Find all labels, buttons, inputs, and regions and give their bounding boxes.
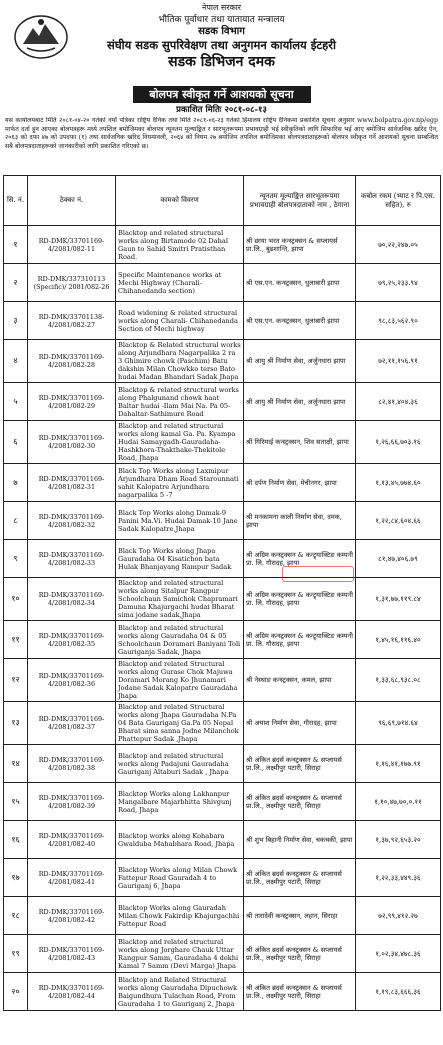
cell-bidder: श्री अग्रिम कन्स्ट्रक्सन & कन्ट्र्याक्टिङ कम्पनी प्रा. लि. गौरादह, झापा: [244, 578, 356, 621]
table-row: [4, 578, 441, 621]
cell-bidder: श्री एस.एन. कन्स्ट्रक्सन, धुलाबारी झापा: [244, 264, 356, 302]
table-row: [4, 464, 441, 502]
cell-bidder: श्री छाया भरत कन्स्ट्रक्सन & सप्लायर्स प्रा.लि., बुढशान्ति, झापा: [244, 226, 356, 264]
cell-sn: १२: [4, 659, 28, 702]
cell-contract-no: RD-DMK/337310113 (Specific)/ 2081/082-26: [28, 264, 116, 302]
nepal-emblem-icon: [13, 14, 69, 60]
cell-description: Blacktop & Related structural works along Arjundhara Nagarpalika 2 ra 3 Ghimire chowk (Paschim) Batu dakshin Milan Chowkko terso Bato hudai Madan Bhandari Sadak Jhapa: [116, 340, 244, 383]
cell-amount: १,२२,८४,६०४.६६: [356, 502, 441, 540]
cell-description: Blacktop and related structural works along Birtamode 02 Dahal Gaun to Sahid Smitri Pratisthan Road.: [116, 226, 244, 264]
table-row: [4, 935, 441, 973]
cell-amount: ८१,४७,४०६.७९: [356, 540, 441, 578]
cell-contract-no: RD-DMK/33701169-4/2081/082-29: [28, 383, 116, 421]
cell-description: Blacktop and related structural works along Sitalpur Rangpur Schoolchaun Samichok Chapramari Damuna Khajurgachi hudai Bharat sima jodane sadak,Jhapa: [116, 578, 244, 621]
cell-sn: १०: [4, 578, 28, 621]
table-row: [4, 264, 441, 302]
cell-bidder: श्री अयाश निर्माण सेवा, गौरादह, झापा: [244, 702, 356, 745]
table-row: [4, 897, 441, 935]
table-row: [4, 340, 441, 383]
table-row: [4, 502, 441, 540]
ministry-line: भौतिक पूर्वाधार तथा यातायात मन्त्रालय: [158, 15, 285, 25]
cell-amount: ७९,२५,२३३.९४: [356, 264, 441, 302]
cell-contract-no: RD-DMK/33701138-4/2081/082-27: [28, 302, 116, 340]
cell-contract-no: RD-DMK/33701169-4/2081/082-43: [28, 935, 116, 973]
cell-amount: १,४५,१६,११६.४०: [356, 621, 441, 659]
cell-description: Road widening & related structural works along Charali- Chihanedanda Section of Mechi highway: [116, 302, 244, 340]
cell-description: Black Top Works along Jhapa Gauradaha 04 Kisatichon bata Hulak Bhanjayang Rampur Sadak: [116, 540, 244, 578]
cell-description: Blacktop and related structural works along Padajuni Gauradaha Gauriganj Altaburi Sadak , Jhapa: [116, 745, 244, 783]
cell-contract-no: RD-DMK/33701169-4/2081/082-36: [28, 659, 116, 702]
cell-amount: ८२,४१,४०४.३६: [356, 383, 441, 421]
cell-sn: ३: [4, 302, 28, 340]
table-row: [4, 973, 441, 1011]
table-row: [4, 745, 441, 783]
cell-sn: १५: [4, 783, 28, 821]
cell-contract-no: RD-DMK/33701169-4/2081/082-44: [28, 973, 116, 1011]
cell-bidder: श्री आयु श्री निर्माण सेवा, अर्जुनधारा झापा: [244, 340, 356, 383]
letterhead: [3, 0, 440, 84]
cell-sn: २०: [4, 973, 28, 1011]
cell-bidder: श्री मनकामना काली निर्माण सेवा, दमक, झापा: [244, 502, 356, 540]
publish-date: प्रकाशित मितिः २०८१-०८-१३: [176, 105, 267, 115]
cell-amount: १,२६,६६,७०३.१६: [356, 421, 441, 464]
cell-amount: ९६,६९,७१४.६४: [356, 702, 441, 745]
cell-contract-no: RD-DMK/33701169-4/2081/082-40: [28, 821, 116, 859]
cell-sn: २: [4, 264, 28, 302]
col-header-code: ठेक्का नं.: [28, 176, 116, 226]
cell-sn: १७: [4, 859, 28, 897]
cell-sn: ६: [4, 421, 28, 464]
cell-description: Blacktop Works along Milan Chowk Fattepur Road Gauradah 4 to Gauriganj 6, Jhapa: [116, 859, 244, 897]
col-header-desc: कामको विवरण: [116, 176, 244, 226]
table-row: [4, 859, 441, 897]
table-row: [4, 540, 441, 578]
cell-sn: १४: [4, 745, 28, 783]
table-row: [4, 783, 441, 821]
cell-bidder: श्री आयु श्री निर्माण सेवा, अर्जुनधारा झापा: [244, 383, 356, 421]
cell-bidder: श्री अंकित ब्रदर्स कन्स्ट्रक्सन & सप्लायर्स प्रा.लि., लक्ष्मीपुर पटारी, सिराहा: [244, 745, 356, 783]
cell-amount: १,१६,४१,१७७.९१: [356, 745, 441, 783]
cell-bidder: श्री नेस्थाङ कन्स्ट्रक्सन, कमल, झापा: [244, 659, 356, 702]
table-header-row: [4, 176, 441, 226]
award-table: [3, 175, 441, 1011]
cell-amount: ९८,८३,५६२.९०: [356, 302, 441, 340]
cell-bidder: श्री अग्रिम कन्स्ट्रक्सन & कन्ट्र्याक्टिङ कम्पनी प्रा. लि. गौरादह, झापा: [244, 621, 356, 659]
cell-contract-no: RD-DMK/33701169-4/2081/082-28: [28, 340, 116, 383]
cell-amount: ७०,२२,२४७.०५: [356, 226, 441, 264]
cell-sn: १६: [4, 821, 28, 859]
col-header-sn: सि. नं.: [4, 176, 28, 226]
cell-contract-no: RD-DMK/33701169-4/2081/082-37: [28, 702, 116, 745]
cell-sn: १३: [4, 702, 28, 745]
cell-sn: ४: [4, 340, 28, 383]
table-row: [4, 383, 441, 421]
stamp-mark: [282, 566, 354, 582]
cell-bidder: श्री अंकित ब्रदर्स कन्स्ट्रक्सन & सप्लायर्स प्रा.लि., लक्ष्मीपुर पटारी, सिराहा: [244, 935, 356, 973]
cell-description: Blacktop and related Structural works along Jhapa Gauradaha N.Pa 04 Bata Gauriganj Ga.Pa 05 Nepal Bharat sima sanna Jodne Milanchok Phattepur Sadak ,Jhapa: [116, 702, 244, 745]
cell-bidder: श्री दर्पण निर्माण सेवा, मेचीनगर, झापा: [244, 464, 356, 502]
cell-sn: १: [4, 226, 28, 264]
col-header-firm: न्यूनतम मूल्याङ्कित सारभूतरूपमा प्रभावग्राही बोलपत्रदाताको नाम , ठेगाना: [244, 176, 356, 226]
cell-description: Blacktop and Related Structural works along Gauradaha Dipuchowk Baigundhura Tulachan Road, From Gauradaha 1 to Gauriganj 2, Jhapa: [116, 973, 244, 1011]
table-row: [4, 821, 441, 859]
cell-amount: १,२२,३३,४४९.३६: [356, 859, 441, 897]
cell-sn: १८: [4, 897, 28, 935]
cell-amount: ७२,९९,४१२.२७: [356, 897, 441, 935]
cell-description: Black Top Works along Damak-9 Panini Ma.Vi. Hudai Damak-10 Jane Sadak Kalopatre,Jhapa: [116, 502, 244, 540]
cell-bidder: श्री तारादेवी कन्स्ट्रक्सन, लहान, सिराहा: [244, 897, 356, 935]
table-row: [4, 659, 441, 702]
cell-amount: १,१९,८३,६६६.३६: [356, 973, 441, 1011]
cell-contract-no: RD-DMK/33701169-4/2081/082-33: [28, 540, 116, 578]
cell-contract-no: RD-DMK/33701169-4/2081/082-34: [28, 578, 116, 621]
cell-bidder: श्री एस.एन. कन्स्ट्रक्सन, धुलाबारी झापा: [244, 302, 356, 340]
cell-amount: ७२,११,१५६.९१: [356, 340, 441, 383]
cell-bidder: श्री अंकित ब्रदर्स कन्स्ट्रक्सन & सप्लायर्स प्रा.लि., लक्ष्मीपुर पटारी, सिराहा: [244, 783, 356, 821]
cell-contract-no: RD-DMK/33701169-4/2081/082-31: [28, 464, 116, 502]
cell-sn: ८: [4, 502, 28, 540]
cell-amount: १,०२,३४,४७८.३६: [356, 935, 441, 973]
cell-contract-no: RD-DMK/33701169-4/2081/082-32: [28, 502, 116, 540]
cell-bidder: श्री अंकित ब्रदर्स कन्स्ट्रक्सन & सप्लायर्स प्रा.लि., लक्ष्मीपुर पटारी, सिराहा: [244, 859, 356, 897]
notice-title: बोलपत्र स्वीकृत गर्ने आशयको सूचना: [133, 86, 311, 103]
cell-contract-no: RD-DMK/33701169-4/2081/082-39: [28, 783, 116, 821]
cell-description: Black Top Works along Laxmipur Arjundhara Dham Road Starounnati sahit Kalopatre Arjundhara nagarpalika 5 -7: [116, 464, 244, 502]
cell-amount: १,३३,६८,९३८.०८: [356, 659, 441, 702]
table-body: [4, 226, 441, 1011]
cell-sn: ७: [4, 464, 28, 502]
cell-amount: १,१०,४७,७०,०.११: [356, 783, 441, 821]
cell-contract-no: RD-DMK/33701169-4/2081/082-35: [28, 621, 116, 659]
cell-bidder: श्री अंकित ब्रदर्स कन्स्ट्रक्सन & सप्लायर्स प्रा.लि., लक्ष्मीपुर पटारी, सिराहा: [244, 973, 356, 1011]
table-row: [4, 302, 441, 340]
cell-contract-no: RD-DMK/33701169-4/2081/082-38: [28, 745, 116, 783]
cell-sn: ९: [4, 540, 28, 578]
govt-line: नेपाल सरकार: [201, 3, 242, 12]
cell-bidder: श्री अग्रिम कन्स्ट्रक्सन & कन्ट्र्याक्टिङ कम्पनी प्रा. लि. गौरादह, झापा: [244, 540, 356, 578]
cell-contract-no: RD-DMK/33701169-4/2081/082-42: [28, 897, 116, 935]
cell-description: Blacktop Works along Lakhanpur Mangalbare Majarbhitta Shivgunj Road, Jhapa: [116, 783, 244, 821]
department-line: सडक विभाग: [198, 26, 245, 37]
table-row: [4, 621, 441, 659]
office-line: संघीय सडक सुपरिवेक्षण तथा अनुगमन कार्यालय ईटहरी: [107, 38, 336, 52]
table-row: [4, 702, 441, 745]
cell-amount: १,३१,७७,११९.८४: [356, 578, 441, 621]
cell-sn: ५: [4, 383, 28, 421]
cell-description: Blacktop & related structural works along Phalgunand chowk haat Baltar hudai -Ilam Mai Na. Pa 05-Dahaltar-Sathimure Road: [116, 383, 244, 421]
cell-description: Blacktop Works along Gauradah Milan Chowk Fakirdip Khajurgachhi Fattepur Road: [116, 897, 244, 935]
cell-contract-no: RD-DMK/33701169-4/2081/082-30: [28, 421, 116, 464]
col-header-amount: कबोल रकम (भ्याट र पि.एस. सहित), रु: [356, 176, 441, 226]
cell-description: Blacktop and related structural works along kamal Ga. Pa. Kyampa Hudai Samaygadh-Gauradaha-Hashkhora-Thakthake-Thekitole Road, Jhapa: [116, 421, 244, 464]
table-row: [4, 226, 441, 264]
cell-amount: १,३७,९२,६५३.२०: [356, 821, 441, 859]
intro-paragraph: यस कार्यालयबाट मिति २०८१-०४-२० गतेको नयाँ पत्रिका राष्ट्रिय दैनिक तथा मिति २०८१-०६-२३ गतेको हिमालय राष्ट्रिय दैनिकमा प्रकाशित सूचना अनुसार www.bolpatra.gov.np/egp मार्फत दर्ता हुन आएका बोलपत्रहरू मध्ये तपशिल बमोजिमका बोलपत्र न्यूनतम मूल्याङ्कित र सारभूतरूपमा प्रभावग्राही भई स्वीकृतिको लागि सिफारिस भई आए बमोजिम सार्वजनिक खरिद ऐन, २०६३ को दफा ४७ को उपदफा (१) तथा सार्वजनिक खरिद नियमावली, २०६४ को नियम २७ बमोजिम तपशिल बमोजिमका बोलपत्रदाताहरूको बोलपत्र स्वीकृत गर्ने आशयको सूचना सम्बन्धित सबै बोलपत्रदाताहरूको जानकारीको लागि प्रकाशित गरिएको छ।: [5, 117, 438, 150]
cell-description: Blacktop and related Structural works along Gurase Chok Majuwa Doramari Morang Ko Jhunamari Jodane Sadak Kalopatre Gauradaha Jhapa: [116, 659, 244, 702]
cell-contract-no: RD-DMK/33701169-4/2081/082-11: [28, 226, 116, 264]
cell-description: Blacktop and related structural works along Gauradaha 04 & 05 Schoolchaun Doramari Baniyani Toli Gauriganja Sadak, Jhapa: [116, 621, 244, 659]
division-line: सडक डिभिजन दमक: [168, 54, 275, 70]
cell-contract-no: RD-DMK/33701169-4/2081/082-41: [28, 859, 116, 897]
cell-description: Specific Maintenance works at Mechi Highway (Charali-Chihanedanda section): [116, 264, 244, 302]
cell-sn: ११: [4, 621, 28, 659]
cell-description: Blacktop works along Kohabara Gwalduba Mahabhara Road, Jhapa: [116, 821, 244, 859]
cell-amount: १,१३,४५,७७४.६०: [356, 464, 441, 502]
table-row: [4, 421, 441, 464]
cell-bidder: श्री शुभ बिहानी निर्माण सेवा, चकचकी, झापा: [244, 821, 356, 859]
cell-sn: १९: [4, 935, 28, 973]
cell-description: Blacktop and related structural works along Jorghare Chauk Uttar Rangpur Samm, Gauradaha 4 dekhi Kamal 7 Samm (Devi Marga) Jhapa: [116, 935, 244, 973]
cell-bidder: श्री गिरिमाई कन्स्ट्रक्सन, शिव सताक्षी, झापा: [244, 421, 356, 464]
